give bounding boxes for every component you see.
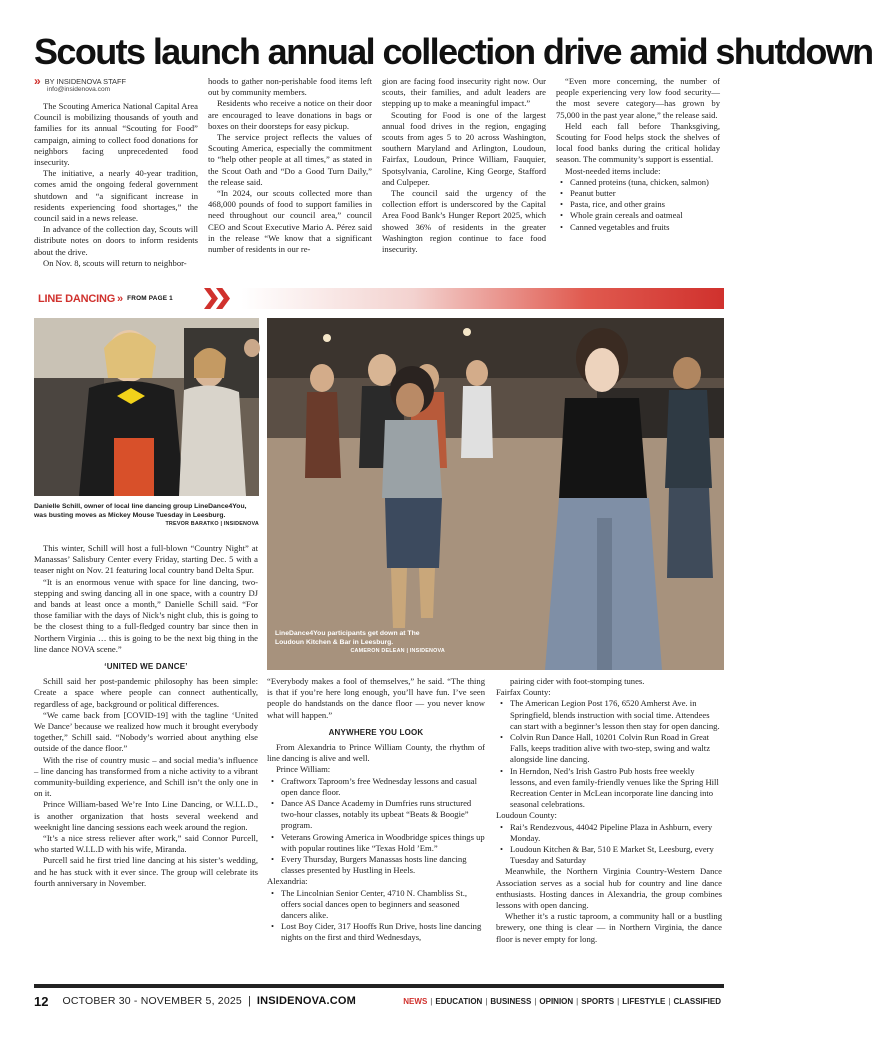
list-item: • Lost Boy Cider, 317 Hooffs Run Drive, hosts line dancing nights on the first and third Wednesdays,	[271, 921, 485, 943]
paragraph: Meanwhile, the Northern Virginia Country-Western Dance Association serves as a social hub for country and line dance enthusiasts. Hosting dances in Alexandria, the group combines lessons with open dancing.	[496, 866, 722, 911]
subhead-anywhere-you-look: ANYWHERE YOU LOOK	[328, 727, 424, 737]
list-item: • Dance AS Dance Academy in Dumfries runs structured two-hour classes, notably its upbeat “Beats & Boogie” program.	[271, 798, 485, 832]
list-item: • Rai’s Rendezvous, 44042 Pipeline Plaza in Ashburn, every Monday.	[500, 822, 722, 844]
paragraph: Most-needed items include:	[565, 165, 661, 176]
paragraph: Held each fall before Thanksgiving, Scouting for Food helps stock the shelves of local food banks during the critical holiday season. The community’s support is essential.	[556, 120, 720, 165]
section-divider: |	[485, 996, 488, 1006]
needed-items-list	[560, 177, 720, 233]
list-item: • Canned proteins (tuna, chicken, salmon)	[560, 177, 720, 188]
scouts-col-3	[382, 76, 546, 255]
paragraph: gion are facing food insecurity right now. Our scouts, their families, and adult leaders are stepping up to make a meaningful impact.”	[382, 76, 546, 109]
region-label: Loudoun County:	[496, 810, 557, 821]
fairfax-list	[500, 698, 722, 810]
line-col-2	[267, 676, 485, 944]
paragraph: The service project reflects the values of Scouting America, especially the commitment to “help other people at all times,” as stated in the Scout Oath and “Do a Good Turn Daily,” the release said.	[208, 132, 372, 187]
region-label: Prince William:	[276, 764, 331, 775]
paragraph: The initiative, a nearly 40-year tradition, comes amid the ongoing federal government shutdown and “a significant increase in residents experiencing food shortages,” the council said in a news release.	[34, 168, 198, 224]
paragraph: Prince William-based We’re Into Line Dancing, or W.I.L.D., is another organization that hosts several weekend and weeknight line dancing sessions each week around the region.	[34, 799, 258, 832]
paragraph: Purcell said he first tried line dancing at his sister’s wedding, and he has stuck with it ever since. The group will celebrate its fourth anniversary in November.	[34, 855, 258, 888]
banner-title: LINE DANCING	[38, 292, 116, 305]
site-link[interactable]: INSIDENOVA.COM	[256, 995, 357, 1007]
section-lifestyle[interactable]: LIFESTYLE	[622, 996, 666, 1006]
section-nav	[400, 997, 724, 1006]
loudoun-list	[500, 822, 722, 867]
section-opinion[interactable]: OPINION	[539, 996, 574, 1006]
photo-line-dancers	[267, 318, 724, 670]
paragraph: “It’s a nice stress reliever after work,” said Connor Purcell, who started W.I.L.D with his wife, Miranda.	[34, 833, 258, 855]
photo-mickey-dancer	[34, 318, 259, 496]
list-item: • Peanut butter	[560, 188, 720, 199]
paragraph: The Scouting America National Capital Area Council is mobilizing thousands of youth and families for its annual “Scouting for Food” campaign, aiming to collect food donations for neighbors facing unprecedented food insecurity.	[34, 101, 198, 168]
byline-author: BY INSIDENOVA STAFF	[44, 76, 127, 86]
jump-banner	[34, 288, 724, 309]
issue-dates: OCTOBER 30 - NOVEMBER 5, 2025	[62, 995, 242, 1007]
section-divider: |	[534, 996, 537, 1006]
paragraph: On Nov. 8, scouts will return to neighbor-	[43, 257, 187, 268]
paragraph: Whether it’s a rustic taproom, a community hall or a bustling brewery, one thing is clear — in Northern Virginia, the dance floor is never empty for long.	[496, 911, 722, 944]
paragraph: In advance of the collection day, Scouts will distribute notes on doors to inform residents about the drive.	[34, 224, 198, 257]
section-news[interactable]: NEWS	[403, 996, 428, 1006]
list-item: • The Lincolnian Senior Center, 4710 N. Chambliss St., offers social dances open to beginners and seasoned dancers alike.	[271, 888, 485, 922]
caption-text: LineDance4You participants get down at The Loudoun Kitchen & Bar in Leesburg.	[275, 630, 420, 646]
list-item: • The American Legion Post 176, 6520 Amherst Ave. in Springfield, blends instruction with social time. Attendees can start with a beginner’s lesson then stay for open dancing.	[500, 698, 722, 732]
list-item: • In Herndon, Ned’s Irish Gastro Pub hosts free weekly lessons, and even family-friendly venues like the Spring Hill Recreation Center in McLean incorporate line dancing into seasonal celebrations.	[500, 766, 722, 811]
page-number: 12	[34, 993, 49, 1009]
footer-rule	[34, 984, 724, 988]
paragraph: hoods to gather non-perishable food items left out by community members.	[208, 76, 372, 98]
region-label: Alexandria:	[267, 876, 308, 887]
paragraph: “It is an enormous venue with space for line dancing, two-stepping and swing dancing all in one space, with a country DJ and bands at least once a month,” Danielle Schill said. “For those familiar with the days of Nick’s night club, this is going to be the closest thing to a full-fledged country bar since then in Northern Virginia … this is going to be the next big thing in the line dance NOVA scene.”	[34, 576, 258, 654]
line-dancers-photo-illustration	[267, 318, 724, 670]
section-business[interactable]: BUSINESS	[490, 996, 532, 1006]
scouts-col-1	[34, 76, 198, 269]
paragraph: From Alexandria to Prince William County, the rhythm of line dancing is alive and well.	[267, 742, 485, 764]
list-item: • Veterans Growing America in Woodbridge spices things up with popular routines like “Texas Hold ’Em.”	[271, 832, 485, 854]
banner-from-page[interactable]: FROM PAGE 1	[127, 295, 173, 302]
photo-credit: TREVOR BARATKO | INSIDENOVA	[165, 521, 259, 528]
paragraph: Schill said her post-pandemic philosophy has been simple: Create a space where people can connect authentically, regardless of age, background or political differences.	[34, 676, 258, 709]
paragraph: Residents who receive a notice on their door are encouraged to leave donations in bags or boxes on their doorsteps for easy pickup.	[208, 98, 372, 131]
caption-text: Danielle Schill, owner of local line dancing group LineDance4You, was busting moves as Mickey Mouse Tuesday in Leesburg.	[34, 503, 247, 519]
footer-divider: |	[247, 995, 251, 1007]
paragraph: Scouting for Food is one of the largest annual food drives in the region, engaging scouts from ages 5 to 20 across Washington, southern Maryland and Arlington, Loudoun, Fairfax, Loudoun, Prince William, Fauquier, Spotsylvania, Caroline, King George, Stafford and Culpeper.	[382, 109, 546, 187]
photo-right-caption	[275, 630, 445, 656]
list-item: • Craftworx Taproom’s free Wednesday lessons and casual open dance floor.	[271, 776, 485, 798]
line-col-1	[34, 543, 258, 889]
paragraph: This winter, Schill will host a full-blown “Country Night” at Manassas’ Salisbury Center every Friday, starting Dec. 5 with a teaser night on Nov. 21 featuring local country band Delta Spur.	[34, 543, 258, 576]
banner-label	[34, 288, 183, 309]
section-education[interactable]: EDUCATION	[435, 996, 483, 1006]
section-divider: |	[617, 996, 620, 1006]
list-item: • Every Thursday, Burgers Manassas hosts line dancing classes presented by Hustling in Heels.	[271, 854, 485, 876]
paragraph: “Everybody makes a fool of themselves,” he said. “The thing is that if you’re here long enough, you’ll have fun. I’ve seen people do handstands on the dance floor — you never know what will happen.”	[267, 676, 485, 720]
list-item: • Whole grain cereals and oatmeal	[560, 210, 720, 221]
byline	[34, 76, 198, 94]
section-sports[interactable]: SPORTS	[581, 996, 615, 1006]
paragraph: With the rise of country music – and social media’s influence – line dancing has transformed from a niche activity to a vibrant community-building experience, and Schill isn’t the only one in on it.	[34, 754, 258, 799]
scouts-col-4	[556, 76, 720, 233]
subhead-united-we-dance: ‘UNITED WE DANCE’	[104, 662, 188, 672]
paragraph: The council said the urgency of the collection effort is underscored by the Capital Area Food Bank’s Hunger Report 2025, which showed 36% of residents in the greater Washington region continue to face food insecurity.	[382, 188, 546, 255]
dancer-photo-illustration	[34, 318, 259, 496]
region-label: Fairfax County:	[496, 687, 551, 698]
section-classified[interactable]: CLASSIFIED	[673, 996, 721, 1006]
prince-william-list	[271, 776, 485, 877]
alexandria-list	[271, 888, 485, 944]
section-divider: |	[430, 996, 433, 1006]
byline-arrow-icon: »	[34, 74, 41, 88]
banner-arrow-icon: »	[117, 292, 124, 305]
paragraph: pairing cider with foot-stomping tunes.	[510, 676, 645, 686]
section-divider: |	[576, 996, 579, 1006]
list-item: • Pasta, rice, and other grains	[560, 199, 720, 210]
headline: Scouts launch annual collection drive amid shutdown	[34, 31, 873, 72]
line-col-3	[496, 676, 722, 945]
list-item: • Canned vegetables and fruits	[560, 222, 720, 233]
photo-credit: CAMERON DELEAN | INSIDENOVA	[350, 648, 445, 655]
section-divider: |	[668, 996, 671, 1006]
photo-left-caption	[34, 503, 259, 529]
paragraph: “We came back from [COVID-19] with the tagline ‘United We Dance’ because we realized how much it brought everybody together,” Schill said. “Nobody’s worried about anything else outside of the dance floor.”	[34, 709, 258, 754]
list-item: • Loudoun Kitchen & Bar, 510 E Market St, Leesburg, every Tuesday and Saturday	[500, 844, 722, 866]
paragraph: “Even more concerning, the number of people experiencing very low food security—the most severe category—has grown by 75,000 in the past year alone,” the release said.	[556, 76, 720, 120]
list-item: • Colvin Run Dance Hall, 10201 Colvin Run Road in Great Falls, keeps tradition alive with two-step, swing and waltz alongside line dancing.	[500, 732, 722, 766]
page-footer	[34, 994, 724, 1008]
scouts-col-2	[208, 76, 372, 255]
byline-email[interactable]: info@insidenova.com	[47, 86, 111, 93]
paragraph: “In 2024, our scouts collected more than 468,000 pounds of food to support families in need throughout our council area,” council CEO and Scout Executive Mario A. Pérez said in the release “We know that a significant number of residents in our re-	[208, 188, 372, 255]
